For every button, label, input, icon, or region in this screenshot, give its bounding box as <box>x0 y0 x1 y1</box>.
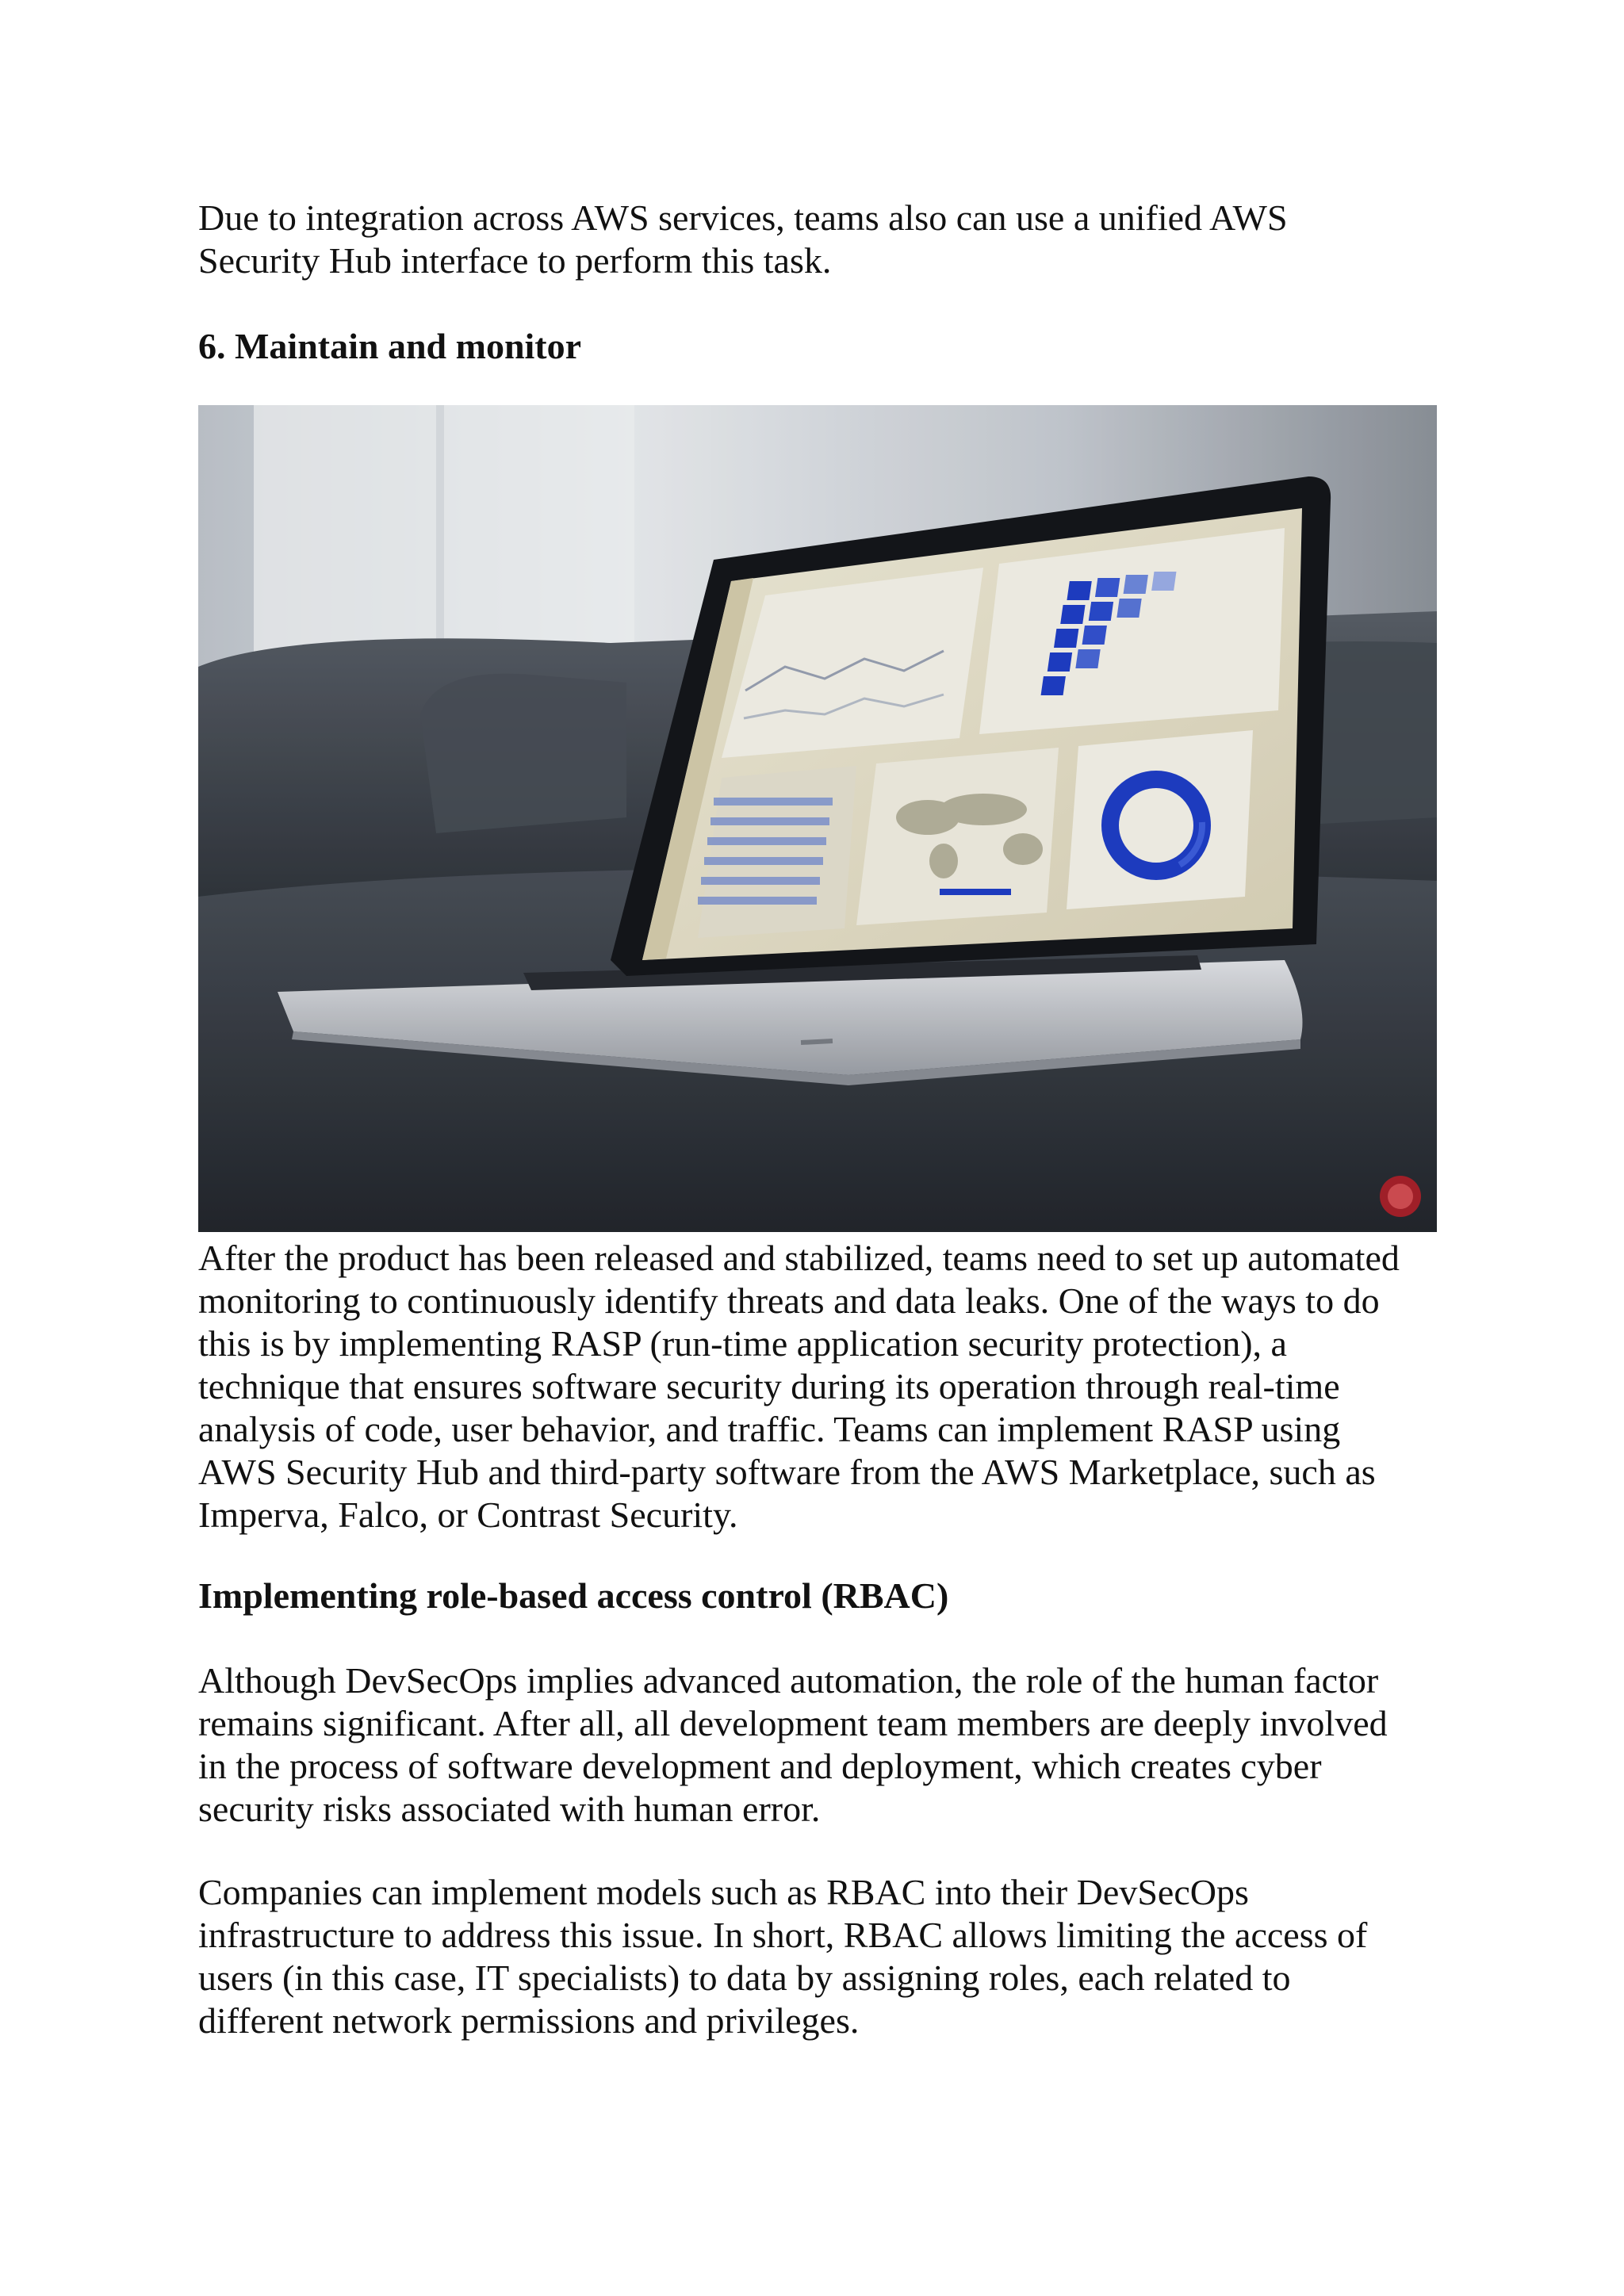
paragraph-rbac-models: Companies can implement models such as RBAC into their DevSecOps infrastructure to address this issue. In short, RBAC allows limiting the access of users (in this case, IT specialists) to data by assigning roles, each related to different network permissions and privileges. <box>198 1872 1368 2041</box>
paragraph-security-hub: Due to integration across AWS services, teams also can use a unified AWS Security Hub interface to perform this task. <box>198 197 1288 281</box>
paragraph-rasp: After the product has been released and stabilized, teams need to set up automated monitoring to continuously identify threats and data leaks. One of the ways to do this is by implementing RASP (run-time application security protection), a technique that ensures software security during its operation through real-time analysis of code, user behavior, and traffic. Teams can implement RASP using AWS Security Hub and third-party software from the AWS Marketplace, such as Imperva, Falco, or Contrast Security. <box>198 1238 1400 1535</box>
heading-rbac: Implementing role-based access control (RBAC) <box>198 1575 949 1616</box>
heading-maintain-monitor: 6. Maintain and monitor <box>198 326 582 366</box>
paragraph-human-factor: Although DevSecOps implies advanced automation, the role of the human factor remains significant. After all, all development team members are deeply involved in the process of software development and deployment, which creates cyber security risks associated with human error. <box>198 1660 1388 1829</box>
laptop-dashboard-photo <box>198 405 1437 1232</box>
laptop-photo-illustration <box>198 405 1437 1232</box>
